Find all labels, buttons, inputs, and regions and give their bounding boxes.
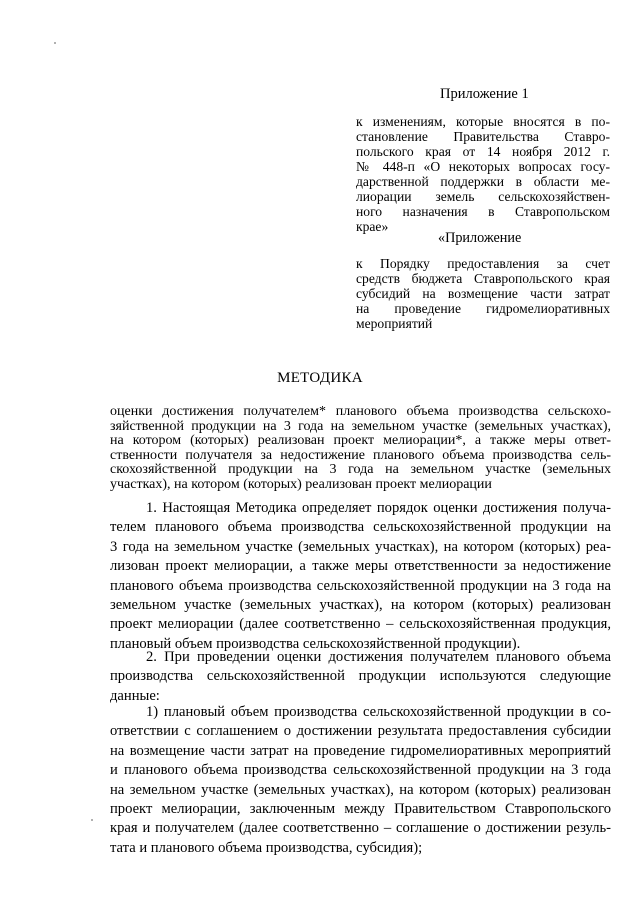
subtitle-line: зяйственной продукции на 3 года на земельном участке (земельных участках),: [110, 418, 611, 434]
scan-speck: [91, 819, 93, 821]
annex-line: мероприятий: [356, 316, 433, 331]
appendix-title: Приложение 1: [440, 86, 529, 102]
paragraph-line: и планового объема производства сельскохозяйственной продукции на 3 года: [110, 762, 611, 779]
paragraph-line: 1) плановый объем производства сельскохозяйственной продукции в со-: [146, 704, 611, 720]
appendix-line: к изменениям, которые вносятся в по-: [356, 114, 610, 129]
annex-line: на проведение гидромелиоративных: [356, 301, 610, 316]
subtitle-line: участках), на котором (которых) реализован проект мелиорации: [110, 476, 492, 492]
paragraph-line: плановый объем производства сельскохозяйственной продукции).: [110, 635, 521, 652]
paragraph-line: на возмещение части затрат на проведение гидромелиоративных мероприятий: [110, 742, 611, 759]
appendix-line: лиорации земель сельскохозяйствен-: [356, 189, 610, 204]
paragraph-line: производства сельскохозяйственной продукции используются следующие: [110, 668, 611, 685]
paragraph-2: [110, 648, 611, 706]
document-subtitle: [110, 405, 611, 493]
paragraph-3: [110, 703, 611, 858]
paragraph-line: планового объема производства сельскохозяйственной продукции на 3 года на: [110, 577, 611, 594]
appendix-line: становление Правительства Ставро-: [356, 129, 610, 144]
paragraph-line: 2. При проведении оценки достижения получателем планового объема: [146, 649, 611, 665]
subtitle-line: скохозяйственной продукции на 3 года на земельном участке (земельных: [110, 462, 611, 478]
paragraph-line: ответствии с соглашением о достижении результата предоставления субсидии: [110, 723, 611, 740]
appendix-line: крае»: [356, 219, 389, 234]
annex-line: к Порядку предоставления за счет: [356, 256, 610, 271]
paragraph-line: 3 года на земельном участке (земельных участках), на котором (которых) реа-: [110, 538, 611, 555]
paragraph-line: на земельном участке (земельных участках), на котором (которых) реализован: [110, 781, 611, 798]
paragraph-line: края и получателем (далее соответственно – соглашение о достижении резуль-: [110, 820, 611, 837]
subtitle-line: оценки достижения получателем* планового объема производства сельскохо-: [110, 404, 611, 419]
annex-line: субсидий на возмещение части затрат: [356, 286, 610, 301]
appendix-reference: [356, 114, 610, 234]
subtitle-line: на котором (которых) реализован проект мелиорации*, а также меры ответ-: [110, 433, 611, 449]
paragraph-line: 1. Настоящая Методика определяет порядок оценки достижения получа-: [146, 500, 611, 516]
appendix-line: ного назначения в Ставропольском: [356, 204, 610, 219]
annex-title: «Приложение: [438, 230, 522, 246]
appendix-line: польского края от 14 ноября 2012 г.: [356, 144, 610, 159]
paragraph-1: [110, 499, 611, 654]
paragraph-line: телем планового объема производства сельскохозяйственной продукции на: [110, 519, 611, 536]
appendix-line: № 448-п «О некоторых вопросах госу-: [356, 159, 610, 174]
appendix-line: дарственной поддержки в области ме-: [356, 174, 610, 189]
paragraph-line: земельном участке (земельных участках), на котором (которых) реализован: [110, 597, 611, 614]
paragraph-line: лизован проект мелиорации, а также меры ответственности за недостижение: [110, 558, 611, 575]
subtitle-line: ственности получателя за недостижение планового объема производства сель-: [110, 447, 611, 463]
annex-reference: [356, 256, 610, 331]
paragraph-line: проект мелиорации, заключенным между Правительством Ставропольского: [110, 801, 611, 818]
paragraph-line: данные:: [110, 687, 160, 704]
paragraph-line: тата и планового объема производства, субсидия);: [110, 839, 423, 856]
paragraph-line: проект мелиорации (далее соответственно – сельскохозяйственная продукция,: [110, 616, 611, 633]
document-heading: МЕТОДИКА: [277, 370, 363, 386]
scan-speck: [54, 42, 56, 44]
annex-line: средств бюджета Ставропольского края: [356, 271, 610, 286]
